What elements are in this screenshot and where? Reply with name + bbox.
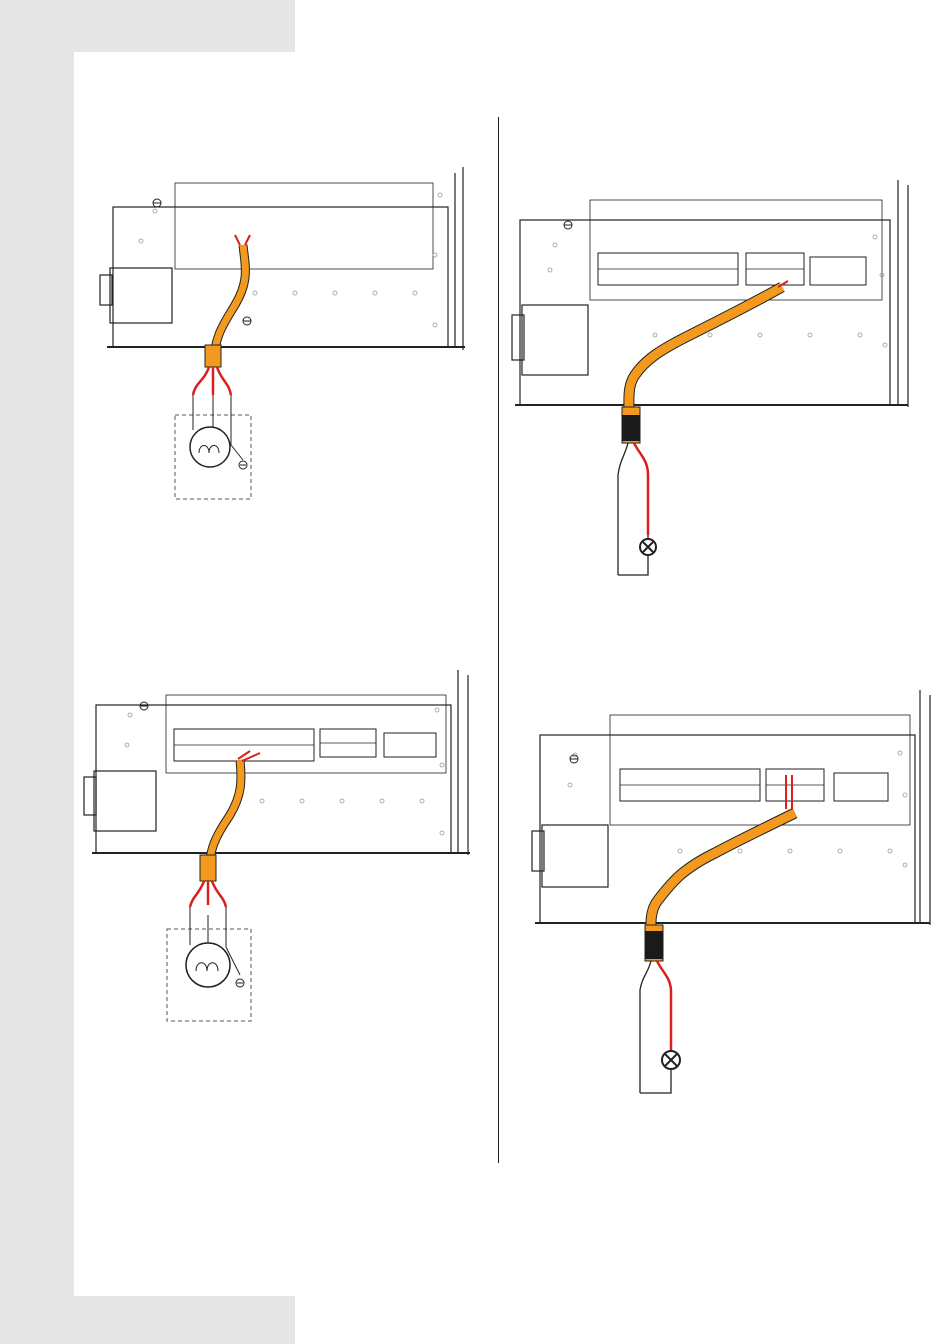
xt1-board [522, 305, 588, 375]
control-box-panel [540, 735, 915, 923]
diagram-top-left [95, 165, 475, 510]
ground-icon [243, 317, 251, 325]
output-wires [640, 961, 671, 1093]
lamp-icon [662, 1051, 680, 1069]
wiring-diagram-top-left [95, 165, 475, 510]
diagram-top-right [510, 175, 920, 585]
valve-device [175, 395, 251, 499]
ground-icon [231, 445, 247, 469]
gray-margin-bottom [0, 1296, 295, 1344]
gray-margin-left [0, 0, 74, 1344]
terminal-block-cn11 [620, 769, 760, 801]
terminal-frame [175, 183, 433, 269]
cable-bundle [622, 281, 788, 443]
diagram-bottom-left [82, 665, 492, 1025]
terminal-block-cn7 [766, 769, 824, 801]
ground-icon [570, 755, 578, 763]
control-box-panel [520, 220, 890, 405]
red-wires [190, 881, 226, 907]
ground-icon [140, 702, 148, 710]
terminal-block-cn7 [320, 729, 376, 757]
ground-icon [564, 221, 572, 229]
cable-bundle [200, 751, 260, 881]
diagram-bottom-right [530, 685, 940, 1095]
terminal-block-cn30 [810, 257, 866, 285]
column-divider [498, 117, 499, 1163]
valve-device [167, 907, 251, 1021]
terminal-block-cn11 [598, 253, 738, 285]
output-wires [618, 443, 648, 575]
terminal-block-cn30 [834, 773, 888, 801]
red-wires [193, 367, 231, 395]
ground-icon [153, 199, 161, 207]
xt1-board [542, 825, 608, 887]
cable-bundle [645, 775, 795, 961]
control-box-panel [113, 207, 448, 347]
coil-icon [190, 427, 230, 467]
wiring-diagram-top-right [510, 175, 920, 585]
terminal-block-cn7 [746, 253, 804, 285]
xt1-board [94, 771, 156, 831]
wiring-diagram-bottom-right [530, 685, 940, 1095]
xt1-board [110, 268, 172, 323]
lamp-icon [640, 539, 656, 555]
wiring-diagram-bottom-left [82, 665, 492, 1025]
terminal-block-cn30 [384, 733, 436, 757]
